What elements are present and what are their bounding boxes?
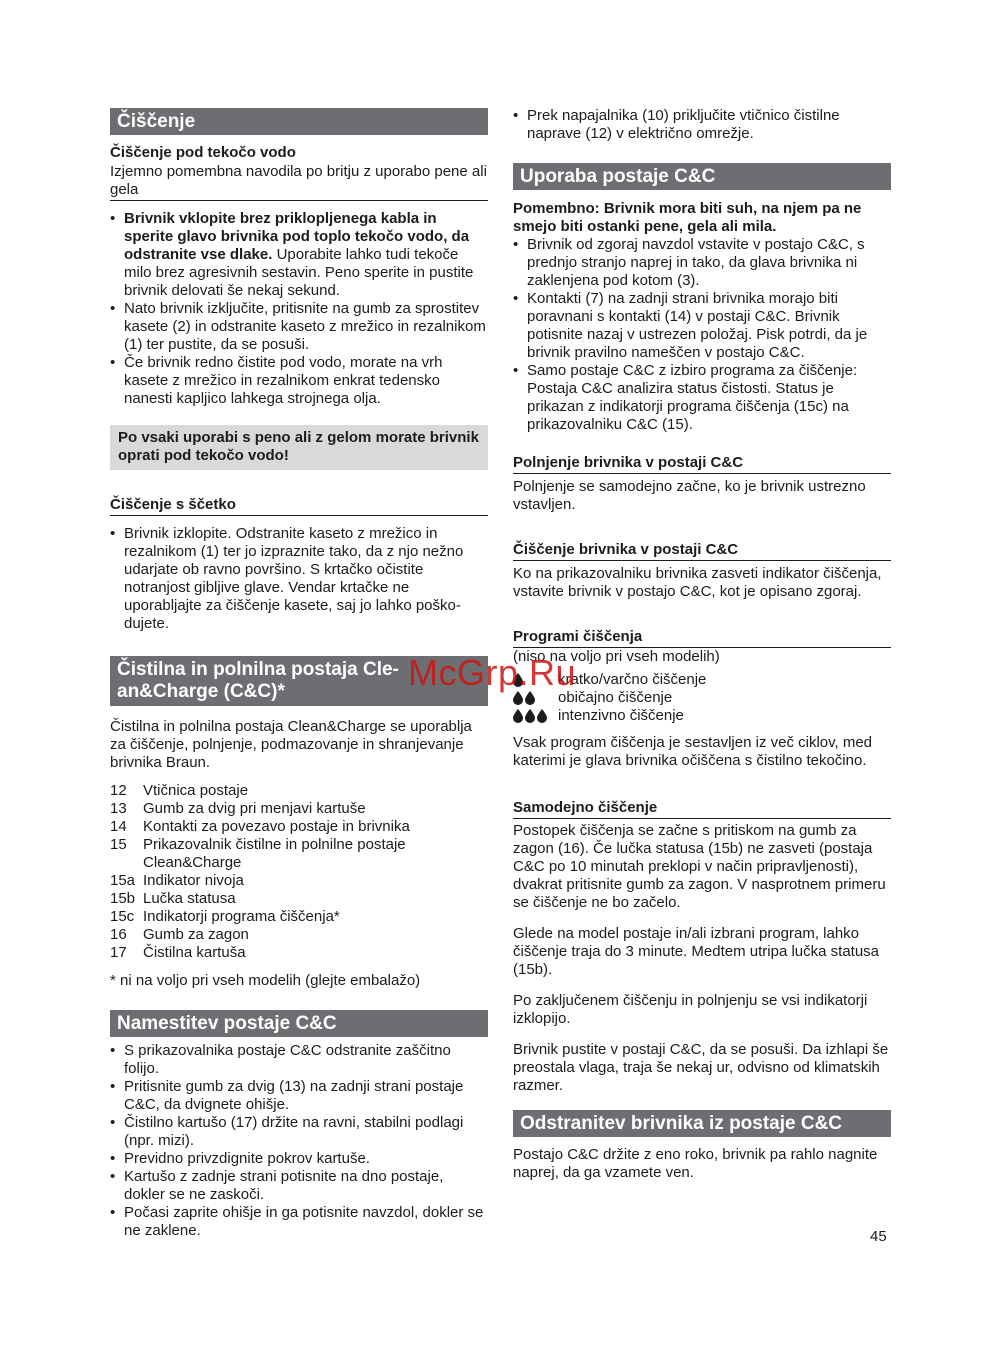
footnote: * ni na voljo pri vseh modelih (glejte embalažo) — [110, 972, 421, 989]
program-item — [513, 707, 891, 725]
programs-text: Vsak program čiščenja je sestavljen iz več ciklov, med katerimi je glava brivnika očiščena s čistilno tekočino. — [513, 734, 873, 769]
parts-item-number: 12 — [110, 782, 127, 799]
bullet-use: • Kontakti (7) na zadnji strani brivnika morajo biti poravnani s kontakti (14) v postaji C&C. Brivnik potisnite nazaj v ustrezen položaj. Pisk potrdi, da je brivnik pravilno nameščen v postajo C&C. — [513, 290, 891, 362]
programs-note: (niso na voljo pri vseh modelih) — [513, 647, 891, 666]
right-column — [513, 107, 891, 1182]
bullet-use: • Brivnik od zgoraj navzdol vstavite v postajo C&C, s prednjo stranjo naprej in tako, da glava brivnika ni zaklenjena pod kotom (3). — [513, 236, 891, 290]
watermark-logo: McGrp.Ru — [408, 652, 577, 693]
section-title-use: Uporaba postaje C&C — [513, 163, 891, 190]
parts-item — [110, 872, 488, 890]
remove-text: Postajo C&C držite z eno roko, brivnik pa rahlo nagnite naprej, da ga vzamete ven. — [513, 1146, 878, 1181]
use-important: Pomembno: Brivnik mora biti suh, na njem pa ne smejo biti ostanki pene, gela ali mila. — [513, 200, 862, 235]
auto-paragraph-2: Glede na model postaje in/ali izbrani program, lahko čiščenje traja do 3 minute. Medtem utripa lučka statusa (15b). — [513, 925, 880, 978]
water-drop-icon — [513, 707, 558, 725]
parts-item-number: 15a — [110, 872, 136, 889]
parts-item-text: Gumb za dvig pri menjavi kartuše — [143, 800, 366, 817]
bullet-setup: • Previdno privzdignite pokrov kartuše. — [110, 1150, 488, 1168]
bullet-setup: • Počasi zaprite ohišje in ga potisnite navzdol, dokler se ne zaklene. — [110, 1204, 488, 1240]
setup-list — [110, 1042, 488, 1240]
program-label: intenzivno čiščenje — [558, 707, 684, 724]
use-list — [513, 236, 891, 434]
subheading-charging: Polnjenje brivnika v postaji C&C — [513, 454, 891, 474]
subheading-programs: Programi čiščenja — [513, 628, 643, 645]
auto-paragraph-1: Postopek čiščenja se začne s pritiskom na gumb za zagon (16). Če lučka statusa (15b) ne zasveti (postaja C&C po 10 minutah preklopi v način pripravljenosti), dvakrat pritisnite gumb za zagon. V nasprotnem primeru se čiščenje ne bo začelo. — [513, 822, 886, 911]
parts-item-text: Prikazovalnik čistilne in polnilne postaje Clean&Charge — [143, 836, 406, 871]
bullet-setup: • S prikazovalnika postaje C&C odstranite zaščitno folijo. — [110, 1042, 488, 1078]
section-title-remove: Odstranitev brivnika iz postaje C&C — [513, 1110, 891, 1137]
bullet-water-1 — [110, 210, 488, 300]
section-title-setup: Namestitev postaje C&C — [110, 1010, 488, 1037]
bullet-water-1-bold: Brivnik vklopite brez priklopljenega kabla in sperite glavo brivnika pod toplo tekočo vodo, da odstranite vse dlake. — [124, 210, 470, 263]
section-title-station-line-1: Čistilna in polnilna postaja Cle- — [117, 659, 399, 680]
parts-item-text: Kontakti za povezavo postaje in brivnika — [143, 818, 410, 835]
parts-item-text: Gumb za zagon — [143, 926, 249, 943]
parts-item — [110, 818, 488, 836]
bullet-water-3: • Če brivnik redno čistite pod vodo, morate na vrh kasete z mrežico in rezalnikom enkrat tedensko nanesti kapljico lahkega strojnega olja. — [110, 354, 488, 408]
bullet-use: • Samo postaje C&C z izbiro programa za čiščenje: Postaja C&C analizira status čistosti. Status je prikazan z indikatorji programa čiščenja (15c) na prikazovalniku C&C (15). — [513, 362, 891, 434]
important-note: Po vsaki uporabi s peno ali z gelom morate brivnik oprati pod tekočo vodo! — [110, 425, 488, 470]
parts-item-number: 16 — [110, 926, 127, 943]
parts-item-text: Indikator nivoja — [143, 872, 244, 889]
section-title-cleaning: Čiščenje — [110, 108, 488, 135]
parts-item — [110, 890, 488, 908]
parts-list — [110, 782, 488, 962]
program-label: običajno čiščenje — [558, 689, 673, 706]
parts-item-text: Lučka statusa — [143, 890, 236, 907]
subheading-auto-cleaning: Samodejno čiščenje — [513, 799, 891, 819]
parts-item-number: 14 — [110, 818, 127, 835]
parts-item — [110, 926, 488, 944]
bullet-plug: • Prek napajalnika (10) priključite vtičnico čistilne naprave (12) v električno omrežje. — [513, 107, 891, 143]
station-intro: Čistilna in polnilna postaja Clean&Charge se uporablja za čiščenje, polnjenje, podmazovanje in shranjevanje brivnika Braun. — [110, 718, 472, 771]
bullet-setup: • Pritisnite gumb za dvig (13) na zadnji strani postaje C&C, da dvignete ohišje. — [110, 1078, 488, 1114]
parts-item-number: 13 — [110, 800, 127, 817]
subheading-water-cleaning: Čiščenje pod tekočo vodo — [110, 144, 296, 161]
station-cleaning-text: Ko na prikazovalniku brivnika zasveti indikator čiščenja, vstavite brivnik v postajo C&C, kot je opisano zgoraj. — [513, 565, 882, 600]
parts-item-number: 17 — [110, 944, 127, 961]
auto-paragraph-4: Brivnik pustite v postaji C&C, da se posuši. Da izhlapi še preostala vlaga, traja še nekaj ur, odvisno od klimatskih razmer. — [513, 1041, 889, 1094]
page-number: 45 — [870, 1228, 887, 1245]
parts-item — [110, 944, 488, 962]
parts-item — [110, 836, 488, 872]
bullet-water-2: • Nato brivnik izklјučite, pritisnite na gumb za sprostitev kasete (2) in odstranite kaseto z mrežico in rezalnikom (1) ter pustite, da se posuši. — [110, 300, 488, 354]
bullet-brush-1: • Brivnik izklopite. Odstranite kaseto z mrežico in rezalnikom (1) ter jo izpraznite tako, da z njo nežno udarjate ob ravno površino. S krtačko očistite notranjost gibljive glave. Vendar krtačke ne uporabljajte za čiščenje kasete, saj jo lahko poško-dujete. — [110, 525, 488, 633]
subheading-station-cleaning: Čiščenje brivnika v postaji C&C — [513, 541, 891, 561]
parts-item-text: Čistilna kartuša — [143, 944, 246, 961]
parts-item-number: 15c — [110, 908, 135, 925]
parts-item-text: Vtičnica postaje — [143, 782, 249, 799]
section-title-station-line-2: an&Charge (C&C)* — [117, 681, 285, 702]
parts-item — [110, 800, 488, 818]
parts-item-number: 15b — [110, 890, 136, 907]
bullet-setup: • Kartušo z zadnje strani potisnite na dno postaje, dokler se ne zaskoči. — [110, 1168, 488, 1204]
charging-text: Polnjenje se samodejno začne, ko je brivnik ustrezno vstavljen. — [513, 478, 866, 513]
parts-item — [110, 782, 488, 800]
program-label: kratko/varčno čiščenje — [558, 671, 707, 688]
parts-item — [110, 908, 488, 926]
bullet-setup: • Čistilno kartušo (17) držite na ravni, stabilni podlagi (npr. mizi). — [110, 1114, 488, 1150]
subheading-brush-cleaning: Čiščenje s ščetko — [110, 496, 488, 516]
parts-item-number: 15 — [110, 836, 127, 853]
water-intro: Izjemno pomembna navodila po britju z uporabo pene ali gela — [110, 163, 488, 201]
auto-paragraph-3: Po zaključenem čiščenju in polnjenju se vsi indikatorji izklopijo. — [513, 992, 868, 1027]
parts-item-text: Indikatorji programa čiščenja* — [143, 908, 340, 925]
bullet-water-1-rest: Uporabite lahko tudi tekoče milo brez agresivnih sestavin. Peno sperite in pustite brivnik delovati še nekaj sekund. — [124, 246, 474, 299]
